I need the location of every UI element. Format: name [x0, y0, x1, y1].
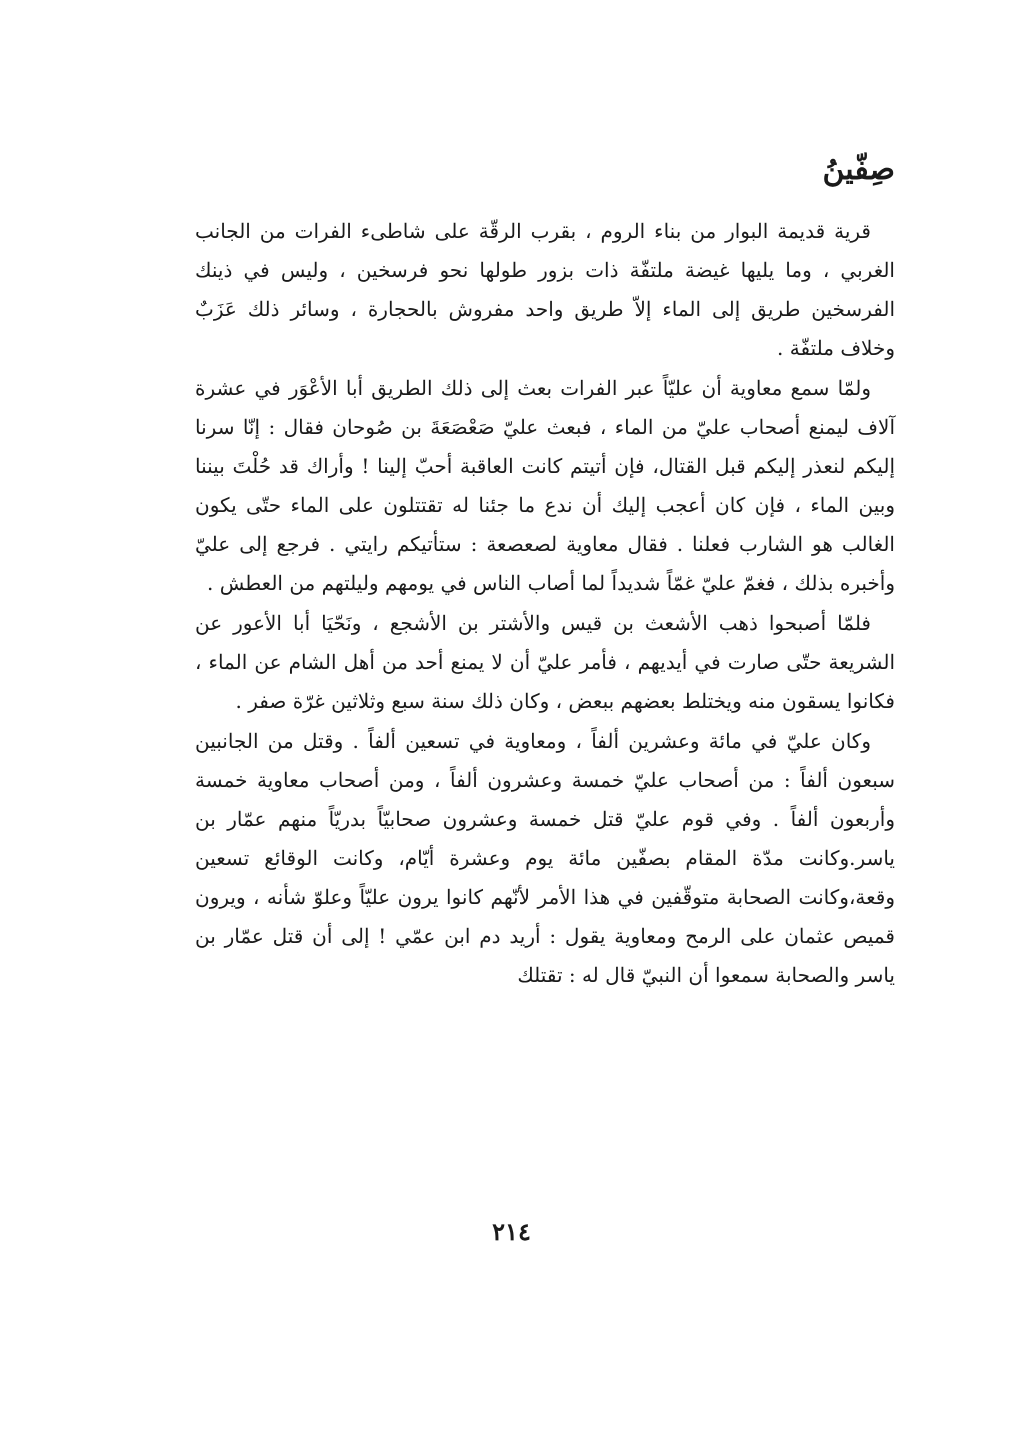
paragraph: فلمّا أصبحوا ذهب الأشعث بن قيس والأشتر بن الأشجع ، ونَحّيَا أبا الأعور عن الشريعة حتّى صارت في أيديهم ، فأمر عليّ أن لا يمنع أحد من أهل الشام عن الماء ، فكانوا يسقون منه ويختلط بعضهم ببعض ، وكان ذلك سنة سبع وثلاثين غرّة صفر .: [195, 611, 895, 713]
entry-body: [195, 212, 895, 996]
paragraph: قرية قديمة البوار من بناء الروم ، بقرب الرقّة على شاطىء الفرات من الجانب الغربي ، وما يليها غيضة ملتفّة ذات بزور طولها نحو فرسخين ، وليس في ذينك الفرسخين طريق إلى الماء إلاّ طريق واحد مفروش بالحجارة ، وسائر ذلك عَزَبٌ وخلاف ملتفّة .: [195, 219, 895, 360]
paragraph: وكان عليّ في مائة وعشرين ألفاً ، ومعاوية في تسعين ألفاً . وقتل من الجانبين سبعون ألفاً : من أصحاب عليّ خمسة وعشرون ألفاً ، ومن أصحاب معاوية خمسة وأربعون ألفاً . وفي قوم عليّ قتل خمسة وعشرون صحابيّاً بدريّاً منهم عمّار بن ياسر.وكانت مدّة المقام بصفّين مائة يوم وعشرة أيّام، وكانت الوقائع تسعين وقعة،وكانت الصحابة متوقّفين في هذا الأمر لأنّهم كانوا يرون عليّاً وعلوّ شأنه ، ويرون قميص عثمان على الرمح ومعاوية يقول : أريد دم ابن عمّي ! إلى أن قتل عمّار بن ياسر والصحابة سمعوا أن النبيّ قال له : تقتلك: [195, 729, 895, 987]
paragraph: ولمّا سمع معاوية أن عليّاً عبر الفرات بعث إلى ذلك الطريق أبا الأعْوَر في عشرة آلاف ليمنع أصحاب عليّ من الماء ، فبعث عليّ صَعْصَعَةَ بن صُوحان فقال : إنّا سرنا إليكم لنعذر إليكم قبل القتال، فإن أتيتم كانت العاقبة أحبّ إلينا ! وأراك قد حُلْتَ بيننا وبين الماء ، فإن كان أعجب إليك أن ندع ما جئنا له تقتتلون على الماء حتّى يكون الغالب هو الشارب فعلنا . فقال معاوية لصعصعة : ستأتيكم رايتي . فرجع إلى عليّ وأخبره بذلك ، فغمّ عليّ غمّاً شديداً لما أصاب الناس في يومهم وليلتهم من العطش .: [195, 376, 895, 595]
entry-heading: صِفّينُ: [822, 152, 895, 187]
page-number: ٢١٤: [492, 1217, 531, 1246]
